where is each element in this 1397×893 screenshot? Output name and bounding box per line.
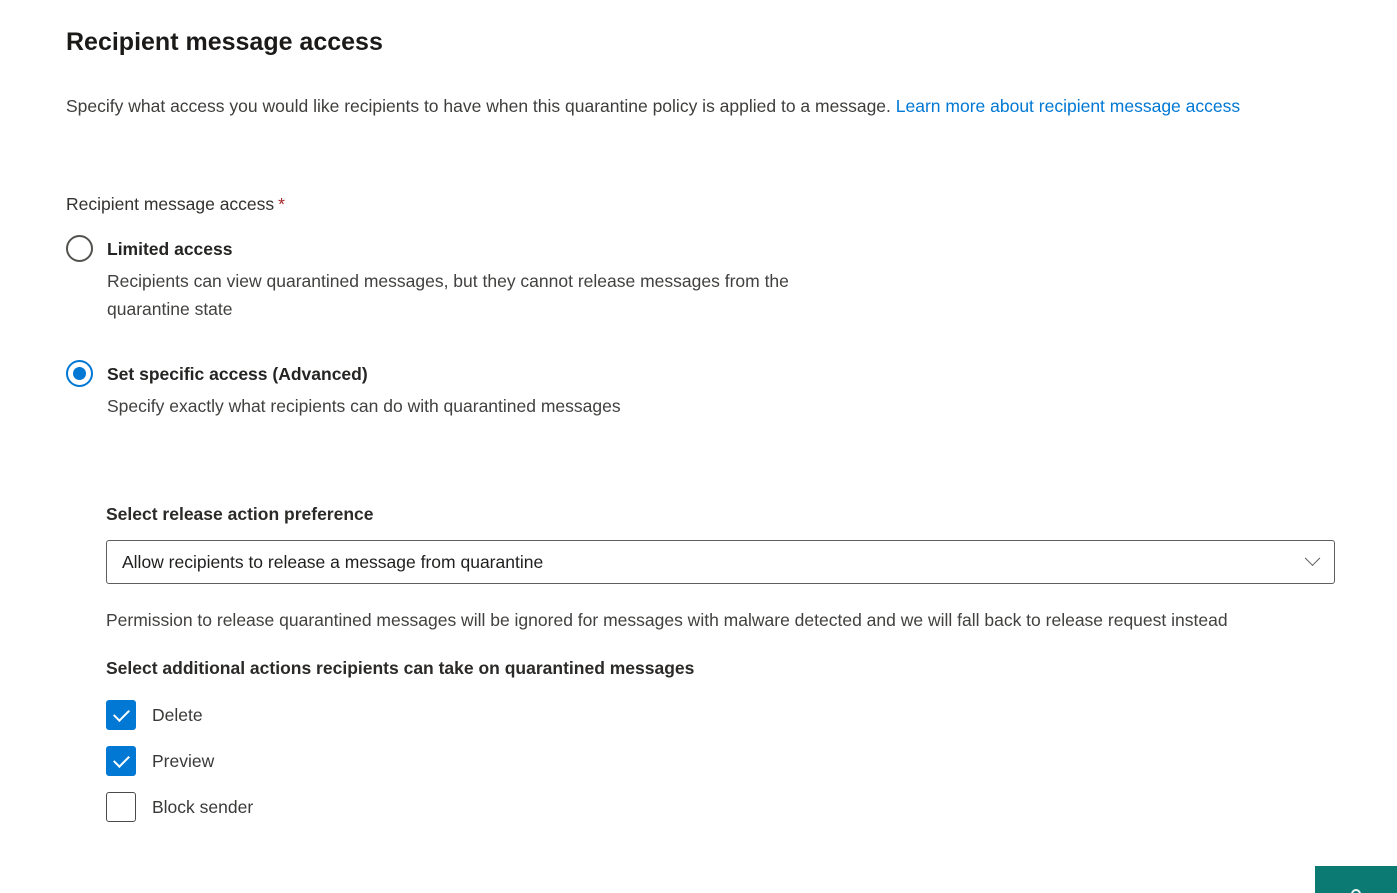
checkbox-label: Delete	[152, 704, 203, 725]
page-title: Recipient message access	[66, 28, 383, 56]
release-action-label: Select release action preference	[106, 504, 374, 524]
checkbox-label: Preview	[152, 750, 215, 771]
required-asterisk: *	[278, 194, 285, 214]
radio-option-label: Set specific access (Advanced)	[107, 364, 368, 384]
checkbox-icon[interactable]	[106, 700, 136, 730]
additional-actions-checkbox-list	[106, 700, 1335, 822]
release-action-dropdown[interactable]	[106, 540, 1335, 584]
checkbox-row-preview[interactable]	[106, 746, 1335, 776]
radio-option-description: Recipients can view quarantined messages, but they cannot release messages from the quarantine state	[107, 271, 789, 319]
release-action-dropdown-value: Allow recipients to release a message from quarantine	[122, 551, 544, 572]
recipient-access-radio-group	[66, 234, 1332, 420]
help-button[interactable]	[1315, 866, 1397, 893]
radio-button-icon[interactable]	[66, 235, 93, 262]
additional-actions-label: Select additional actions recipients can take on quarantined messages	[106, 658, 695, 678]
radio-option-set-specific-access[interactable]	[66, 359, 1332, 420]
radio-option-label: Limited access	[107, 239, 233, 259]
page-description	[66, 92, 1332, 120]
question-mark-icon	[1351, 889, 1361, 893]
radio-group-label	[66, 190, 1332, 218]
checkbox-row-delete[interactable]	[106, 700, 1335, 730]
checkbox-icon[interactable]	[106, 746, 136, 776]
radio-button-icon[interactable]	[66, 360, 93, 387]
radio-option-description: Specify exactly what recipients can do with quarantined messages	[107, 396, 621, 416]
learn-more-link[interactable]: Learn more about recipient message access	[895, 96, 1241, 116]
radio-option-texts	[107, 359, 621, 420]
chevron-down-icon	[1305, 550, 1321, 566]
checkbox-label: Block sender	[152, 796, 254, 817]
release-action-note: Permission to release quarantined messages will be ignored for messages with malware detected and we will fall back to release request instead	[106, 610, 1228, 630]
page-description-text: Specify what access you would like recipients to have when this quarantine policy is applied to a message.	[66, 96, 896, 116]
radio-option-texts	[107, 234, 797, 323]
radio-option-limited-access[interactable]	[66, 234, 1332, 323]
checkbox-row-block-sender[interactable]	[106, 792, 1335, 822]
radio-group-label-text: Recipient message access	[66, 194, 275, 214]
checkbox-icon[interactable]	[106, 792, 136, 822]
advanced-access-settings	[106, 500, 1335, 822]
